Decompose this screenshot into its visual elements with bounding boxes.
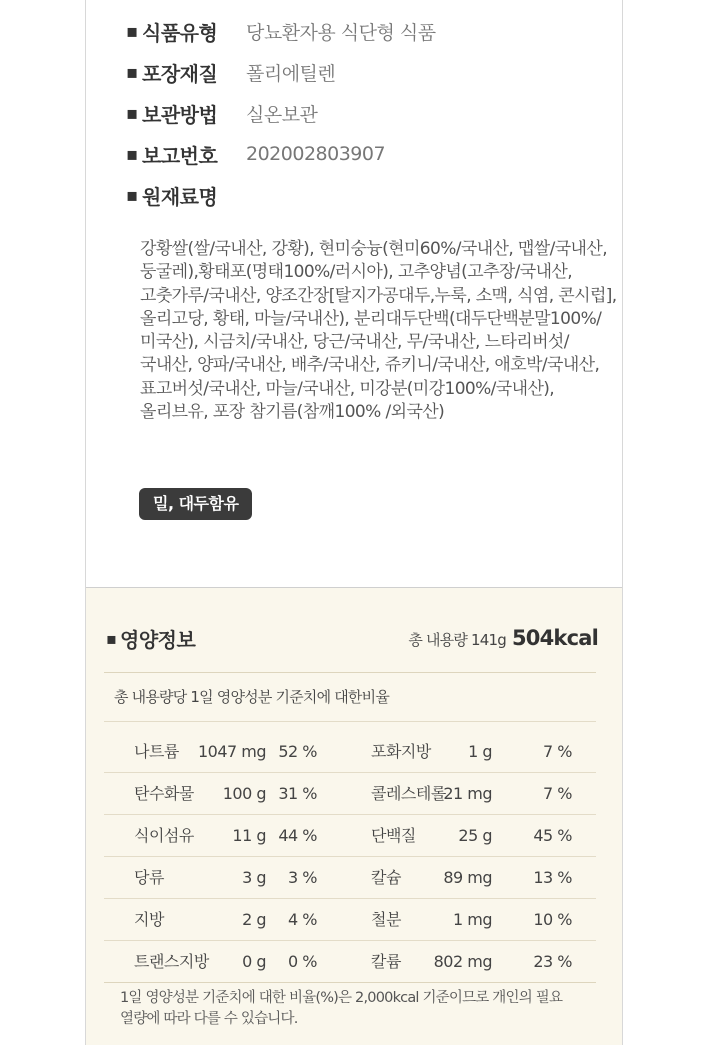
info-row-packaging [126,55,335,89]
bullet-icon: ▪ [126,20,139,42]
nutrient-percent: 7 % [543,784,572,803]
info-label: 포장재질 [142,61,218,86]
info-row-food-type [126,14,436,48]
nutrition-row [86,941,622,982]
nutrient-amount: 1 g [468,742,492,761]
nutrient-name: 식이섬유 [134,826,194,845]
nutrient-name: 지방 [134,910,164,929]
nutrition-total [408,626,598,650]
info-value: 당뇨환자용 식단형 식품 [246,21,436,44]
nutrient-amount: 25 g [458,826,492,845]
bullet-icon: ▪ [126,143,139,165]
bullet-icon: ▪ [126,102,139,124]
nutrient-percent: 52 % [278,742,317,761]
divider [104,721,596,722]
nutrient-amount: 21 mg [443,784,492,803]
info-label: 식품유형 [142,20,218,45]
nutrient-percent: 23 % [533,952,572,971]
info-value: 폴리에틸렌 [246,62,336,85]
nutrient-amount: 1 mg [452,910,492,929]
product-detail-frame [85,0,623,1045]
info-value: 202002803907 [246,143,386,165]
bullet-icon: ▪ [126,61,139,83]
nutrient-percent: 10 % [533,910,572,929]
nutrition-row [86,899,622,940]
info-value: 실온보관 [246,103,318,126]
nutrient-percent: 44 % [278,826,317,845]
info-label: 보고번호 [142,143,218,168]
nutrient-name: 칼륨 [371,952,401,971]
nutrient-name: 나트륨 [134,742,179,761]
nutrient-percent: 4 % [288,910,317,929]
product-info-section [86,0,622,588]
nutrient-name: 탄수화물 [134,784,194,803]
bullet-icon: ▪ [126,184,139,206]
nutrient-name: 포화지방 [371,742,431,761]
nutrition-row [86,857,622,898]
nutrient-percent: 31 % [278,784,317,803]
nutrient-amount: 802 mg [433,952,492,971]
nutrient-name: 칼슘 [371,868,401,887]
bullet-icon: ▪ [106,629,117,648]
nutrition-row [86,773,622,814]
allergen-badge: 밀, 대두함유 [139,488,252,520]
nutrient-amount: 3 g [242,868,266,887]
nutrition-row [86,815,622,856]
info-row-ingredients [126,178,246,212]
nutrient-name: 콜레스테롤 [371,784,446,803]
nutrient-name: 당류 [134,868,164,887]
nutrient-amount: 100 g [222,784,266,803]
nutrient-percent: 13 % [533,868,572,887]
info-row-storage [126,96,317,130]
total-kcal: 504kcal [511,626,598,650]
nutrient-amount: 2 g [242,910,266,929]
nutrient-amount: 1047 mg [197,742,266,761]
info-label: 보관방법 [142,102,218,127]
nutrient-amount: 11 g [232,826,266,845]
nutrition-footnote: 1일 영양성분 기준치에 대한 비율(%)은 2,000kcal 기준이므로 개인의 필요 열량에 따라 다를 수 있습니다. [120,990,563,1027]
nutrient-name: 단백질 [371,826,416,845]
nutrition-title [106,624,195,653]
nutrition-subtitle: 총 내용량당 1일 영양성분 기준치에 대한비율 [114,688,390,706]
divider [104,672,596,673]
nutrient-percent: 0 % [288,952,317,971]
nutrient-name: 트랜스지방 [134,952,209,971]
nutrient-percent: 3 % [288,868,317,887]
total-content-caption: 총 내용량 141g [408,631,506,649]
nutrient-amount: 0 g [242,952,266,971]
info-row-report-number [126,137,385,171]
nutrition-panel [86,588,622,1045]
ingredients-text: 강황쌀(쌀/국내산, 강황), 현미숭늉(현미60%/국내산, 맵쌀/국내산,둥굴레),황태포(명태100%/러시아), 고추양념(고추장/국내산, 고춧가루/국내산, 양조간장[탈지가공대두,누룩, 소맥, 식염, 콘시럽], 올리고당, 황태, 마늘/국내산), 분리대두단백(대두단백분말100%/미국산), 시금치/국내산, 당근/국내산, 무/국내산, 느타리버섯/국내산, 양파/국내산, 배추/국내산, 쥬키니/국내산, 애호박/국내산, 표고버섯/국내산, 마늘/국내산, 미강분(미강100%/국내산), 올리브유, 포장 참기름(참깨100% /외국산) [140,239,617,423]
nutrient-percent: 45 % [533,826,572,845]
nutrient-percent: 7 % [543,742,572,761]
info-label: 원재료명 [142,184,218,209]
divider [104,982,596,983]
nutrient-name: 철분 [371,910,401,929]
nutrition-row [86,731,622,772]
nutrient-amount: 89 mg [443,868,492,887]
nutrition-title-label: 영양정보 [120,628,196,652]
